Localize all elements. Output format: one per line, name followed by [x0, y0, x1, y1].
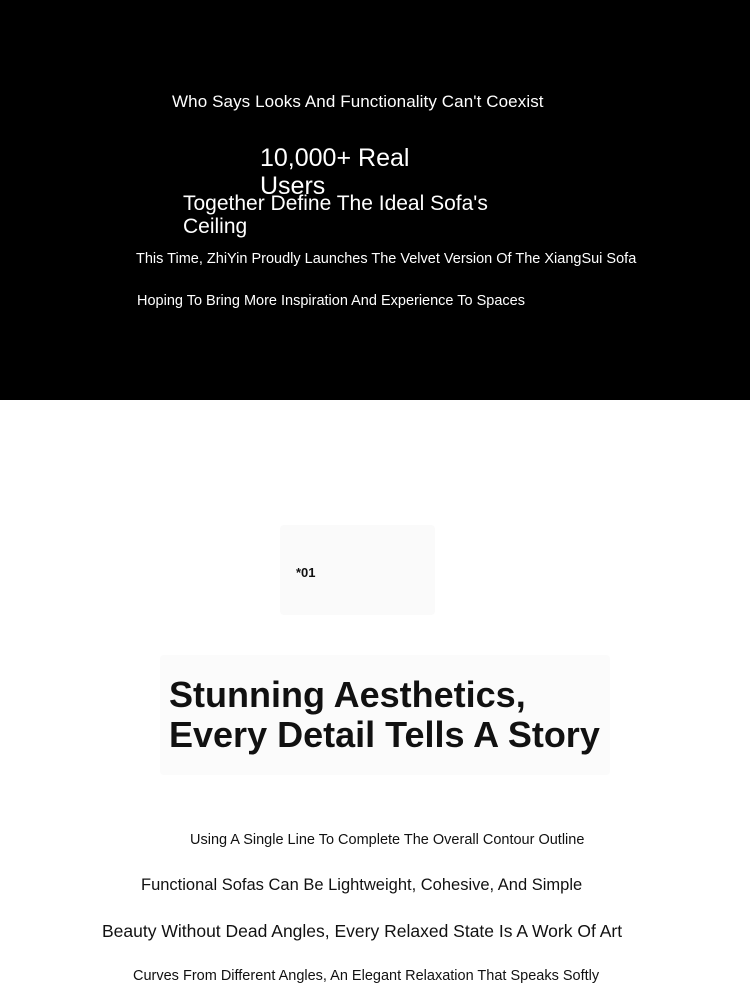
hero-subtext-2: Hoping To Bring More Inspiration And Experience To Spaces	[137, 293, 525, 309]
section-number: *01	[296, 565, 316, 580]
section-title: Stunning Aesthetics, Every Detail Tells A Story	[169, 674, 600, 755]
section-description: Functional Sofas Can Be Lightweight, Cohesive, And Simple	[141, 876, 583, 894]
section-description: Curves From Different Angles, An Elegant Relaxation That Speaks Softly	[133, 968, 600, 984]
hero-subtext-1: This Time, ZhiYin Proudly Launches The Velvet Version Of The XiangSui Sofa	[136, 251, 637, 267]
section-description: Beauty Without Dead Angles, Every Relaxed State Is A Work Of Art	[102, 921, 623, 941]
hero-banner	[0, 0, 750, 400]
hero-kicker: Who Says Looks And Functionality Can't Coexist	[172, 92, 544, 111]
hero-headline: Together Define The Ideal Sofa's Ceiling	[183, 192, 488, 238]
section-description: Using A Single Line To Complete The Overall Contour Outline	[190, 832, 585, 848]
hero-stat: 10,000+ Real Users	[260, 144, 410, 200]
